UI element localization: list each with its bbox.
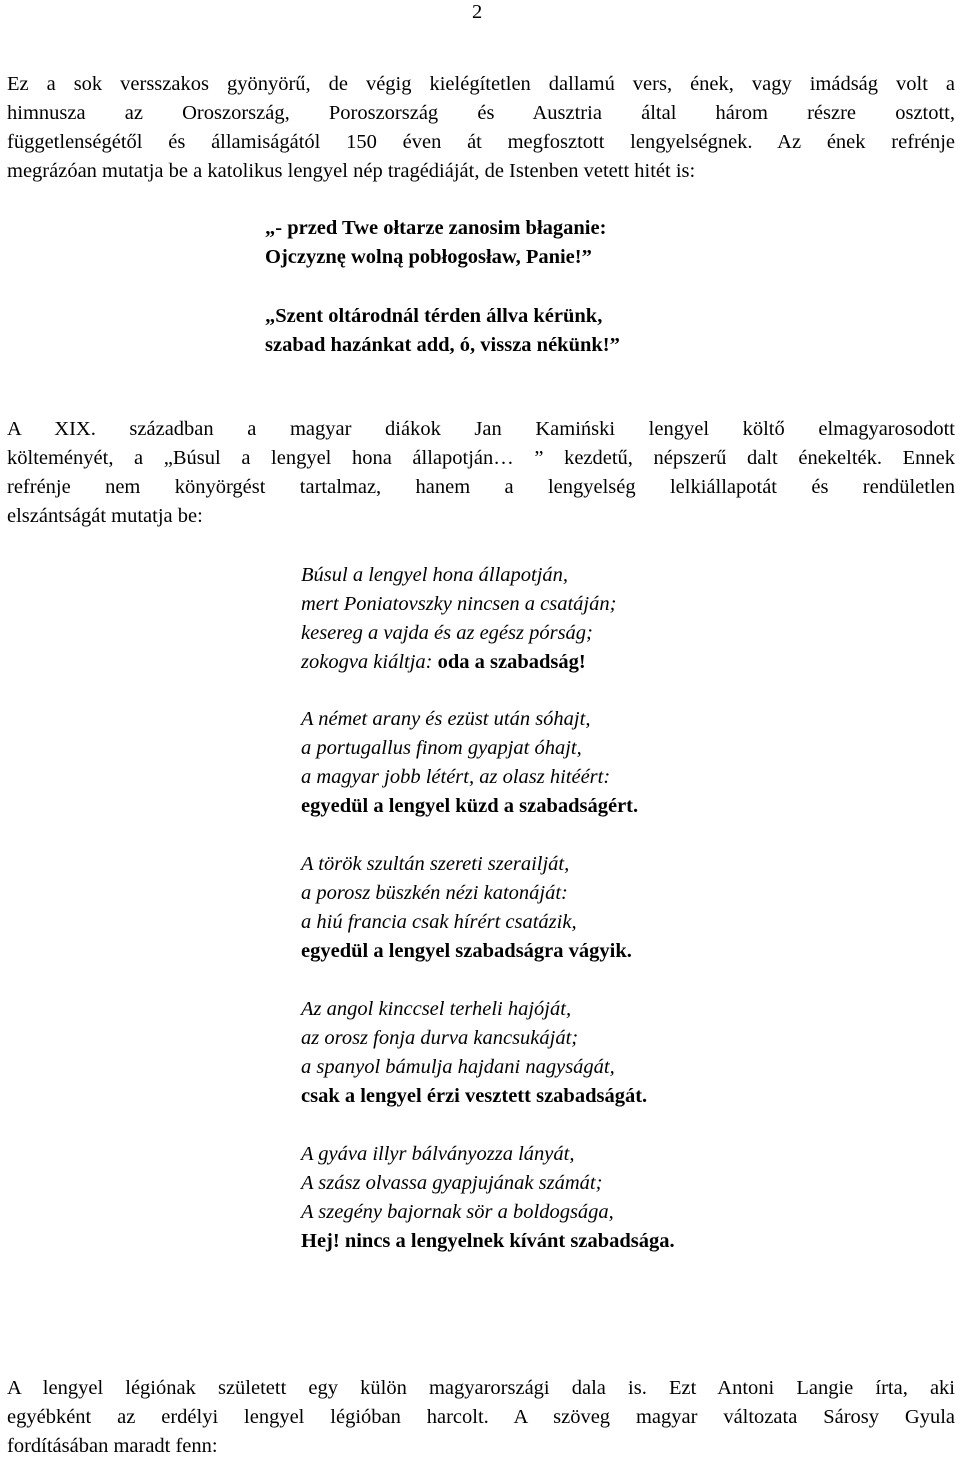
poem-line: A szász olvassa gyapjujának számát;: [301, 1172, 603, 1194]
text-line: költeményét, a „Búsul a lengyel hona állapotján… ” kezdetű, népszerű dalt énekelték. Ennek: [7, 447, 955, 469]
text-line: A lengyel légiónak született egy külön magyarországi dala is. Ezt Antoni Langie írta, aki: [7, 1377, 955, 1399]
poem-line: a portugallus finom gyapjat óhajt,: [301, 737, 582, 759]
poem-line: A gyáva illyr bálványozza lányát,: [301, 1143, 575, 1165]
poem-line: Az angol kinccsel terheli hajóját,: [301, 998, 572, 1020]
refrain-line: „- przed Twe ołtarze zanosim błaganie:: [265, 217, 607, 239]
poem-line: [301, 648, 616, 677]
text-line: himnusza az Oroszország, Poroszország és Ausztria által három részre osztott,: [7, 102, 955, 124]
poem-line-emphasis: oda a szabadság!: [437, 651, 586, 673]
text-line: refrénje nem könyörgést tartalmaz, hanem a lengyelség lelkiállapotát és rendületlen: [7, 476, 955, 498]
refrain-line: szabad hazánkat add, ó, vissza nékünk!”: [265, 334, 620, 356]
page-number: 2: [472, 1, 483, 23]
poem-line: kesereg a vajda és az egész pórság;: [301, 622, 593, 644]
poem-line: A német arany és ezüst után sóhajt,: [301, 708, 591, 730]
text-line: függetlenségétől és államiságától 150 éven át megfosztott lengyelségnek. Az ének refrénje: [7, 131, 955, 153]
refrain-line: Ojczyznę wolną pobłogosław, Panie!”: [265, 246, 592, 268]
poem-refrain-line: csak a lengyel érzi vesztett szabadságát.: [301, 1085, 648, 1107]
poem-stanza-2: [301, 705, 638, 821]
poem-line-start: zokogva kiáltja:: [301, 651, 438, 673]
poem-refrain-line: Hej! nincs a lengyelnek kívánt szabadsága.: [301, 1230, 675, 1252]
text-line: A XIX. században a magyar diákok Jan Kamiński lengyel költő elmagyarosodott: [7, 418, 955, 440]
poem-line: a hiú francia csak hírért csatázik,: [301, 911, 577, 933]
text-line: megrázóan mutatja be a katolikus lengyel nép tragédiáját, de Istenben vetett hitét is:: [7, 160, 696, 182]
poem-stanza-3: [301, 850, 632, 966]
poem-line: a magyar jobb létért, az olasz hitéért:: [301, 766, 611, 788]
poem-stanza-5: [301, 1140, 675, 1256]
intro-paragraph: [7, 70, 955, 186]
poem-stanza-4: [301, 995, 647, 1111]
poem-line: a porosz büszkén nézi katonáját:: [301, 882, 568, 904]
xix-century-paragraph: [7, 415, 955, 531]
poem-line: A török szultán szereti szerailját,: [301, 853, 570, 875]
poem-refrain-line: egyedül a lengyel küzd a szabadságért.: [301, 795, 639, 817]
hungarian-refrain: [265, 302, 620, 360]
poem-refrain-line: egyedül a lengyel szabadságra vágyik.: [301, 940, 632, 962]
poem-line: A szegény bajornak sör a boldogsága,: [301, 1201, 614, 1223]
poem-line: mert Poniatovszky nincsen a csatáján;: [301, 593, 617, 615]
poem-line: az orosz fonja durva kancsukáját;: [301, 1027, 579, 1049]
legion-paragraph: [7, 1374, 955, 1461]
text-line: fordításában maradt fenn:: [7, 1435, 218, 1457]
text-line: egyébként az erdélyi lengyel légióban harcolt. A szöveg magyar változata Sárosy Gyula: [7, 1406, 955, 1428]
polish-refrain: [265, 214, 606, 272]
poem-line: Búsul a lengyel hona állapotján,: [301, 564, 569, 586]
refrain-line: „Szent oltárodnál térden állva kérünk,: [265, 305, 603, 327]
text-line: elszántságát mutatja be:: [7, 505, 203, 527]
poem-stanza-1: [301, 561, 616, 677]
text-line: Ez a sok versszakos gyönyörű, de végig kielégítetlen dallamú vers, ének, vagy imádság volt a: [7, 73, 955, 95]
poem-line: a spanyol bámulja hajdani nagyságát,: [301, 1056, 615, 1078]
